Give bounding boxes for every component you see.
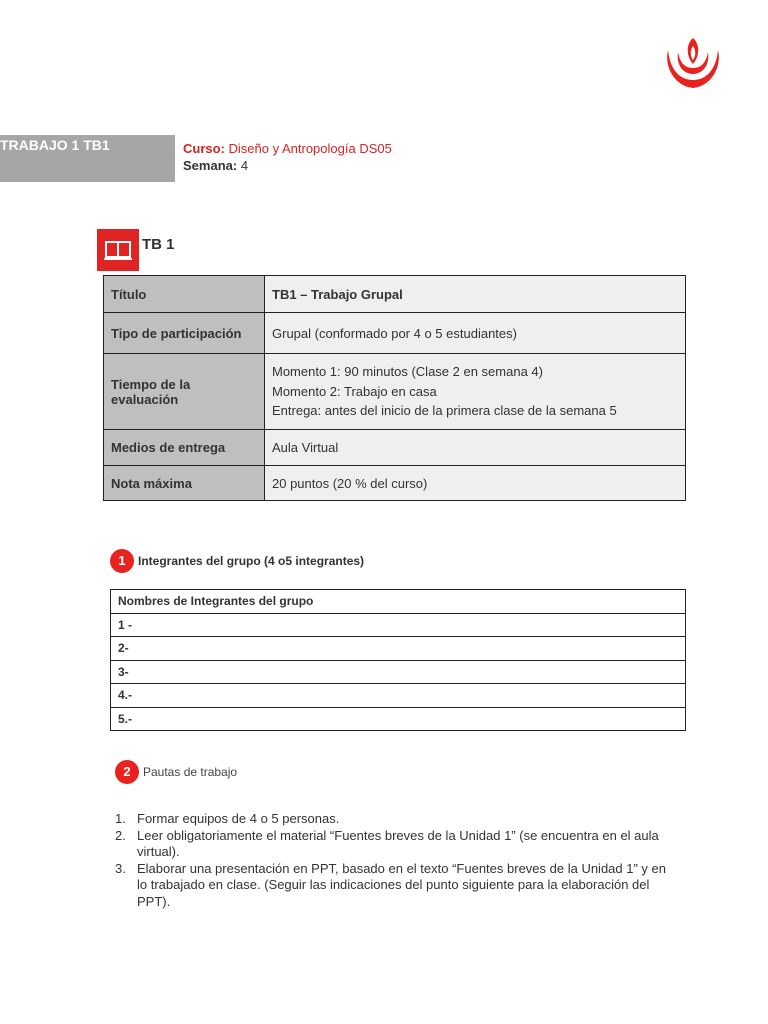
members-table [110,589,686,731]
list-item-text: Elaborar una presentación en PPT, basado en el texto “Fuentes breves de la Unidad 1” y en lo trabajado en clase. (Seguir las indicaciones del punto siguiente para la elaboración del PPT). [137,860,666,909]
list-item-number: 1. [115,811,126,826]
upc-logo-icon [662,36,724,92]
table-header-row [111,590,686,614]
table-row [104,430,686,466]
list-item-number: 2. [115,827,126,843]
book-icon [97,229,139,271]
row-value: Grupal (conformado por 4 o 5 estudiantes) [265,313,686,354]
row-key: Título [104,276,265,313]
list-item [115,828,675,861]
section-1-badge: 1 [110,549,134,573]
row-value-line: Entrega: antes del inicio de la primera clase de la semana 5 [272,403,617,419]
row-value [265,354,686,430]
list-item [115,861,675,911]
course-value: Diseño y Antropología DS05 [228,141,392,156]
table-row [104,276,686,313]
table-row [104,466,686,501]
row-value: TB1 – Trabajo Grupal [265,276,686,313]
list-item-text: Formar equipos de 4 o 5 personas. [137,811,340,826]
member-cell[interactable]: 2- [111,637,686,661]
member-cell[interactable]: 4.- [111,684,686,708]
list-item [115,811,675,828]
document-title-bar [0,135,175,182]
member-cell[interactable]: 3- [111,660,686,684]
table-row [104,313,686,354]
table-row [111,613,686,637]
row-key: Tipo de participación [104,313,265,354]
course-info [183,140,392,174]
member-cell[interactable]: 1 - [111,613,686,637]
tb-title: TB 1 [142,236,175,253]
course-label: Curso: [183,141,225,156]
row-value: 20 puntos (20 % del curso) [265,466,686,501]
list-item-text: Leer obligatoriamente el material “Fuentes breves de la Unidad 1” (se encuentra en el aula virtual). [137,827,659,859]
table-row [111,660,686,684]
list-item-number: 3. [115,860,126,876]
section-2-badge: 2 [115,760,139,784]
row-value-line: Momento 1: 90 minutos (Clase 2 en semana 4) [272,364,543,380]
section-1-title: Integrantes del grupo (4 o5 integrantes) [138,554,365,568]
members-header: Nombres de Integrantes del grupo [111,590,686,614]
table-row [104,354,686,430]
table-row [111,637,686,661]
row-key: Nota máxima [104,466,265,501]
row-key: Tiempo de la evaluación [104,354,265,430]
document-title: TRABAJO 1 TB1 [0,137,110,153]
row-value: Aula Virtual [265,430,686,466]
week-label: Semana: [183,158,238,173]
section-2-title: Pautas de trabajo [143,765,238,779]
table-row [111,684,686,708]
week-value: 4 [240,158,249,173]
row-key: Medios de entrega [104,430,265,466]
row-value-line: Momento 2: Trabajo en casa [272,383,437,399]
member-cell[interactable]: 5.- [111,707,686,731]
evaluation-info-table [103,275,686,501]
guidelines-list [115,811,675,910]
table-row [111,707,686,731]
